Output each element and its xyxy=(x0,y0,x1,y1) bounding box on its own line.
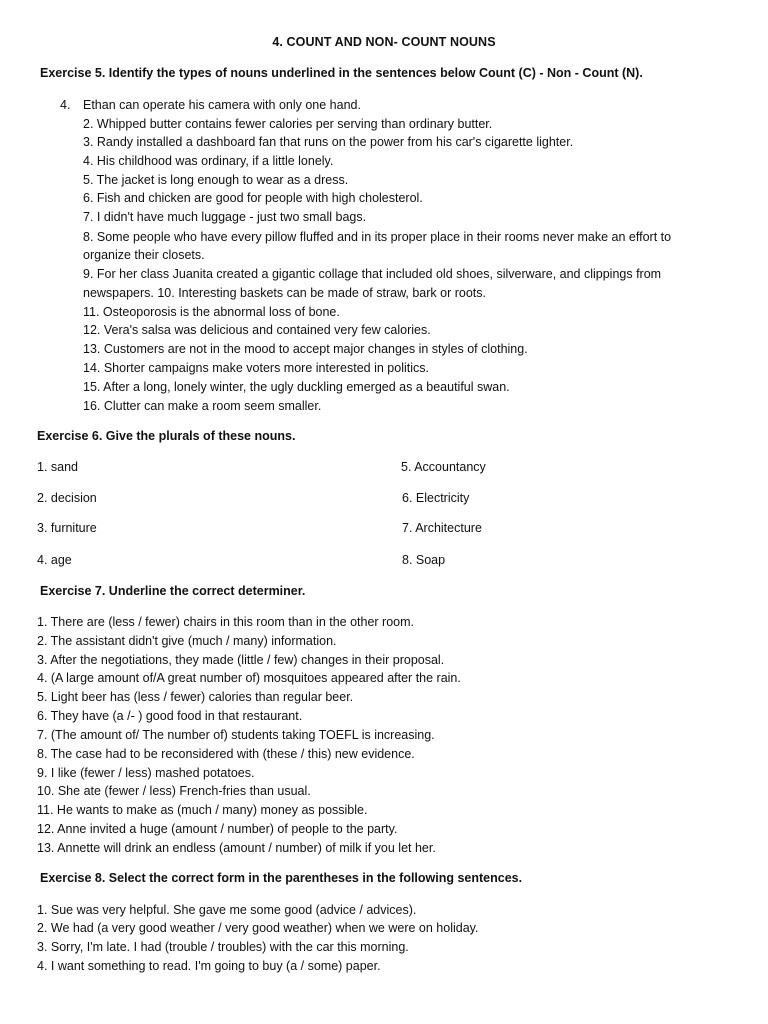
exercise-8-heading: Exercise 8. Select the correct form in the parentheses in the following sentences. xyxy=(40,871,523,885)
exercise-5-item: 4. His childhood was ordinary, if a little lonely. xyxy=(83,154,334,168)
exercise-5-item: 2. Whipped butter contains fewer calories per serving than ordinary butter. xyxy=(83,117,493,131)
exercise-7-item: 8. The case had to be reconsidered with (these / this) new evidence. xyxy=(37,747,415,761)
exercise-7-heading: Exercise 7. Underline the correct determiner. xyxy=(40,584,306,598)
exercise-7-item: 4. (A large amount of/A great number of) mosquitoes appeared after the rain. xyxy=(37,671,461,685)
exercise-7-item: 7. (The amount of/ The number of) students taking TOEFL is increasing. xyxy=(37,728,435,742)
exercise-5-item: 15. After a long, lonely winter, the ugly duckling emerged as a beautiful swan. xyxy=(83,380,510,394)
exercise-5-item: 14. Shorter campaigns make voters more interested in politics. xyxy=(83,361,429,375)
exercise-7-item: 13. Annette will drink an endless (amount / number) of milk if you let her. xyxy=(37,841,436,855)
exercise-5-item: 12. Vera's salsa was delicious and contained very few calories. xyxy=(83,323,431,337)
exercise-8-item: 1. Sue was very helpful. She gave me some good (advice / advices). xyxy=(37,903,417,917)
exercise-6-noun: 1. sand xyxy=(37,460,79,474)
exercise-5-item: organize their closets. xyxy=(83,248,205,262)
exercise-7-item: 2. The assistant didn't give (much / many) information. xyxy=(37,634,337,648)
exercise-5-item: Ethan can operate his camera with only one hand. xyxy=(83,98,361,112)
exercise-6-noun: 4. age xyxy=(37,553,72,567)
exercise-5-item: 5. The jacket is long enough to wear as a dress. xyxy=(83,173,349,187)
exercise-5-list-number: 4. xyxy=(60,98,71,112)
exercise-6-heading: Exercise 6. Give the plurals of these nouns. xyxy=(37,429,296,443)
exercise-6-noun: 3. furniture xyxy=(37,521,97,535)
exercise-7-item: 10. She ate (fewer / less) French-fries than usual. xyxy=(37,784,311,798)
exercise-5-item: 6. Fish and chicken are good for people with high cholesterol. xyxy=(83,191,423,205)
exercise-5-item: newspapers. 10. Interesting baskets can be made of straw, bark or roots. xyxy=(83,286,486,300)
exercise-6-noun: 6. Electricity xyxy=(402,491,470,505)
exercise-8-item: 4. I want something to read. I'm going to buy (a / some) paper. xyxy=(37,959,381,973)
exercise-5-item: 3. Randy installed a dashboard fan that runs on the power from his car's cigarette lighter. xyxy=(83,135,574,149)
exercise-5-item: 9. For her class Juanita created a gigantic collage that included old shoes, silverware, and clippings from xyxy=(83,267,662,281)
exercise-6-noun: 2. decision xyxy=(37,491,97,505)
exercise-7-item: 6. They have (a /- ) good food in that restaurant. xyxy=(37,709,303,723)
exercise-7-item: 11. He wants to make as (much / many) money as possible. xyxy=(37,803,368,817)
exercise-5-item: 16. Clutter can make a room seem smaller. xyxy=(83,399,322,413)
exercise-7-item: 9. I like (fewer / less) mashed potatoes. xyxy=(37,766,255,780)
exercise-5-item: 7. I didn't have much luggage - just two small bags. xyxy=(83,210,367,224)
exercise-7-item: 12. Anne invited a huge (amount / number) of people to the party. xyxy=(37,822,398,836)
page-title: 4. COUNT AND NON- COUNT NOUNS xyxy=(272,35,496,49)
exercise-5-item: 8. Some people who have every pillow fluffed and in its proper place in their rooms never make an effort to xyxy=(83,230,672,244)
exercise-6-noun: 5. Accountancy xyxy=(401,460,486,474)
exercise-8-item: 2. We had (a very good weather / very good weather) when we were on holiday. xyxy=(37,921,479,935)
exercise-6-noun: 8. Soap xyxy=(402,553,446,567)
exercise-6-noun: 7. Architecture xyxy=(402,521,482,535)
exercise-5-item: 11. Osteoporosis is the abnormal loss of bone. xyxy=(83,305,340,319)
exercise-7-item: 1. There are (less / fewer) chairs in this room than in the other room. xyxy=(37,615,415,629)
exercise-5-item: 13. Customers are not in the mood to accept major changes in styles of clothing. xyxy=(83,342,528,356)
exercise-7-item: 3. After the negotiations, they made (little / few) changes in their proposal. xyxy=(37,653,445,667)
exercise-8-item: 3. Sorry, I'm late. I had (trouble / troubles) with the car this morning. xyxy=(37,940,409,954)
exercise-7-item: 5. Light beer has (less / fewer) calories than regular beer. xyxy=(37,690,354,704)
exercise-5-heading: Exercise 5. Identify the types of nouns underlined in the sentences below Count (C) - Non - Count (N). xyxy=(40,66,643,80)
